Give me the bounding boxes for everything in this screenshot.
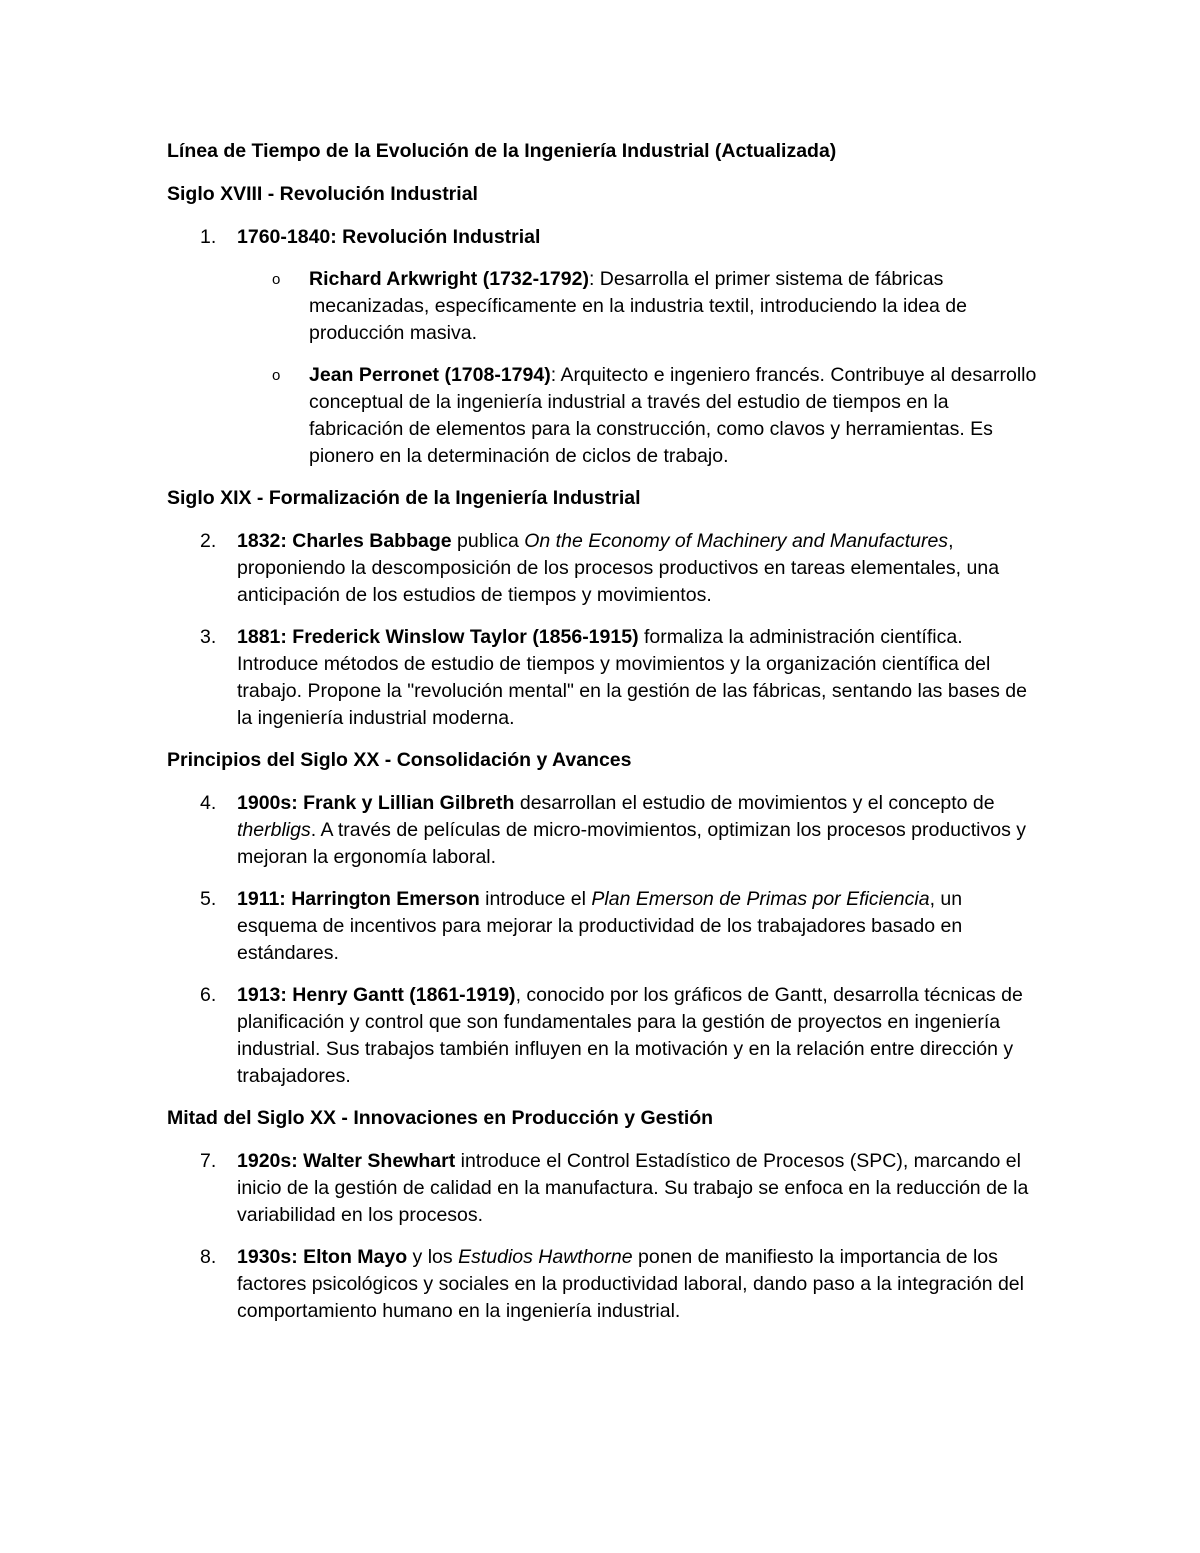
timeline-subentry bbox=[167, 266, 1047, 347]
entry-study-name: Estudios Hawthorne bbox=[458, 1246, 633, 1268]
entry-text: , proponiendo la descomposición de los procesos productivos en tareas elementales, una anticipación de los estudios de tiempos y movimientos. bbox=[237, 530, 1000, 606]
entry-text: publica bbox=[451, 530, 525, 552]
entry-plan-name: Plan Emerson de Primas por Eficiencia bbox=[591, 888, 930, 910]
timeline-entry bbox=[167, 790, 1047, 871]
entry-text: desarrollan el estudio de movimientos y el concepto de bbox=[514, 792, 995, 814]
entry-term: therbligs bbox=[237, 819, 311, 841]
timeline-entry bbox=[167, 982, 1047, 1090]
entry-text: , conocido por los gráficos de Gantt, desarrolla técnicas de planificación y control que son fundamentales para la gestión de proyectos en ingeniería industrial. Sus trabajos también influyen en la motivación y en la relación entre dirección y trabajadores. bbox=[237, 984, 1023, 1087]
entry-title: 1760-1840: Revolución Industrial bbox=[237, 226, 541, 248]
entry-text: . A través de películas de micro-movimientos, optimizan los procesos productivos y mejoran la ergonomía laboral. bbox=[237, 819, 1027, 868]
timeline-entry bbox=[167, 528, 1047, 609]
entry-text: , un esquema de incentivos para mejorar la productividad de los trabajadores basado en estándares. bbox=[237, 888, 963, 964]
entry-number: 5. bbox=[200, 888, 217, 910]
entry-text: ponen de manifiesto la importancia de los factores psicológicos y sociales en la productividad laboral, dando paso a la integración del comportamiento humano en la ingeniería industrial. bbox=[237, 1246, 1024, 1322]
entry-number: 1. bbox=[200, 226, 217, 248]
subentry-person: Jean Perronet (1708-1794) bbox=[309, 364, 551, 386]
entry-number: 7. bbox=[200, 1150, 217, 1172]
section-heading: Siglo XVIII - Revolución Industrial bbox=[167, 183, 478, 205]
subentry-person: Richard Arkwright (1732-1792) bbox=[309, 268, 589, 290]
subentry-text: : Arquitecto e ingeniero francés. Contribuye al desarrollo conceptual de la ingeniería industrial a través del estudio de tiempos en la fabricación de elementos para la construcción, como clavos y herramientas. Es pionero en la determinación de ciclos de trabajo. bbox=[309, 364, 1037, 467]
entry-number: 3. bbox=[200, 626, 217, 648]
entry-title: 1913: Henry Gantt (1861-1919) bbox=[237, 984, 516, 1006]
entry-title: 1930s: Elton Mayo bbox=[237, 1246, 408, 1268]
entry-number: 6. bbox=[200, 984, 217, 1006]
entry-title: 1832: Charles Babbage bbox=[237, 530, 452, 552]
timeline-entry bbox=[167, 1244, 1047, 1325]
entry-number: 8. bbox=[200, 1246, 217, 1268]
timeline-entry bbox=[167, 624, 1047, 732]
timeline-entry bbox=[167, 886, 1047, 967]
timeline-subentry bbox=[167, 362, 1047, 470]
entry-text: introduce el bbox=[479, 888, 592, 910]
bullet-marker: o bbox=[272, 367, 281, 384]
section-heading: Principios del Siglo XX - Consolidación y Avances bbox=[167, 749, 632, 771]
entry-title: 1900s: Frank y Lillian Gilbreth bbox=[237, 792, 515, 814]
entry-title: 1911: Harrington Emerson bbox=[237, 888, 480, 910]
entry-text: y los bbox=[407, 1246, 459, 1268]
document-page bbox=[167, 138, 1047, 1340]
section-heading: Siglo XIX - Formalización de la Ingeniería Industrial bbox=[167, 487, 641, 509]
entry-number: 2. bbox=[200, 530, 217, 552]
section-heading: Mitad del Siglo XX - Innovaciones en Producción y Gestión bbox=[167, 1107, 714, 1129]
entry-number: 4. bbox=[200, 792, 217, 814]
subentry-text: : Desarrolla el primer sistema de fábricas mecanizadas, específicamente en la industria textil, introduciendo la idea de producción masiva. bbox=[309, 268, 967, 344]
bullet-marker: o bbox=[272, 271, 281, 288]
timeline-entry bbox=[167, 224, 1047, 251]
entry-title: 1920s: Walter Shewhart bbox=[237, 1150, 456, 1172]
entry-title: 1881: Frederick Winslow Taylor (1856-1915) bbox=[237, 626, 639, 648]
timeline-entry bbox=[167, 1148, 1047, 1229]
document-title: Línea de Tiempo de la Evolución de la Ingeniería Industrial (Actualizada) bbox=[167, 140, 837, 162]
entry-text: introduce el Control Estadístico de Procesos (SPC), marcando el inicio de la gestión de calidad en la manufactura. Su trabajo se enfoca en la reducción de la variabilidad en los procesos. bbox=[237, 1150, 1029, 1226]
entry-text: formaliza la administración científica. Introduce métodos de estudio de tiempos y movimientos y la organización científica del trabajo. Propone la "revolución mental" en la gestión de las fábricas, sentando las bases de la ingeniería industrial moderna. bbox=[237, 626, 1027, 729]
entry-work-title: On the Economy of Machinery and Manufactures bbox=[524, 530, 949, 552]
